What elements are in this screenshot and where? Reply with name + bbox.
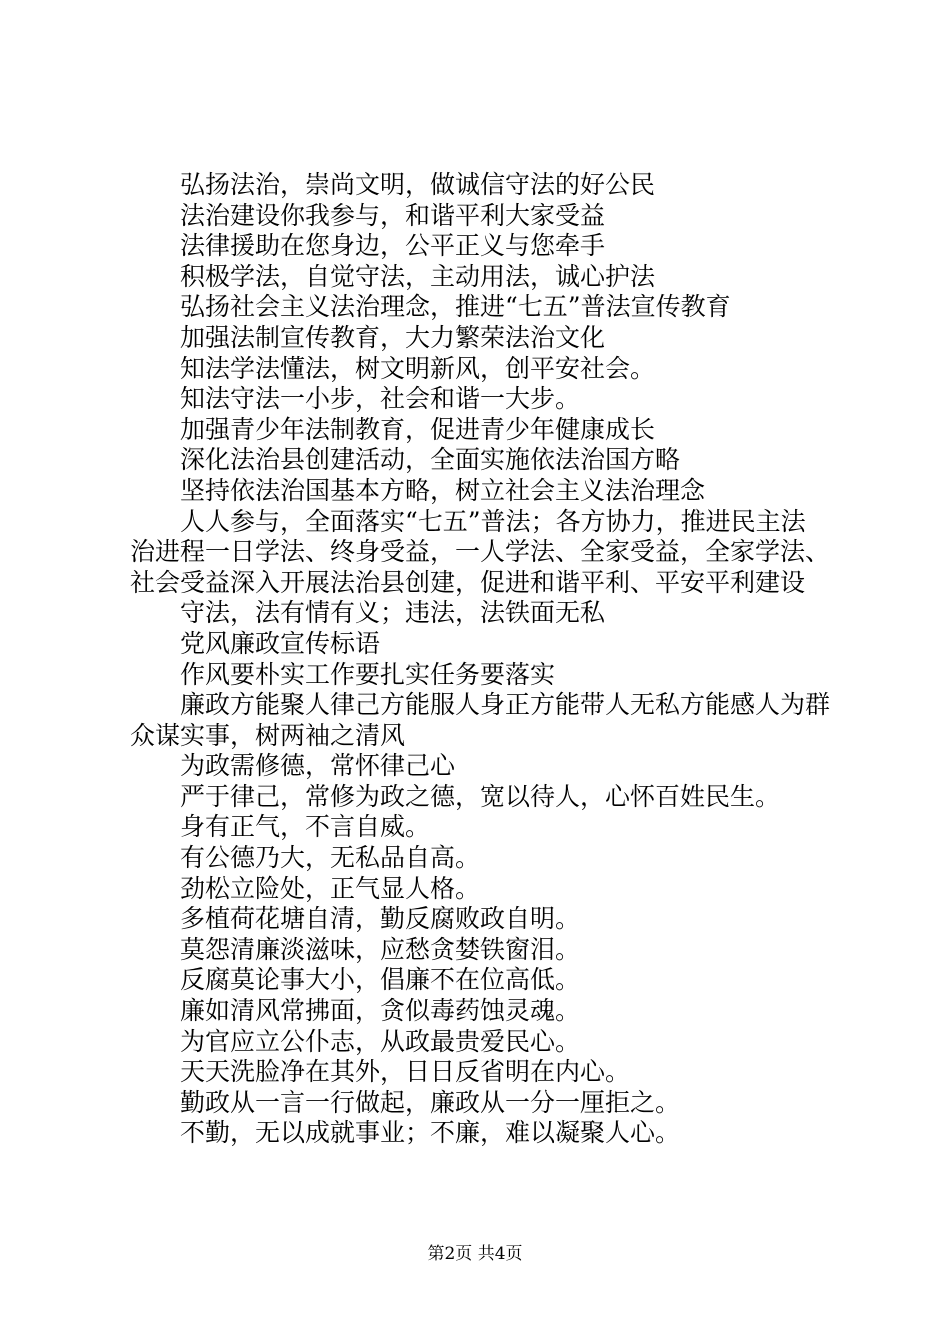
slogan-line: 法治建设你我参与，和谐平利大家受益 — [180, 200, 606, 230]
slogan-line: 弘扬法治，崇尚文明，做诚信守法的好公民 — [180, 170, 656, 199]
slogan-line: 守法，法有情有义；违法，法铁面无私 — [180, 598, 606, 628]
slogan-line: 作风要朴实工作要扎实任务要落实 — [180, 659, 556, 689]
slogan-line: 深化法治县创建活动，全面实施依法治国方略 — [180, 445, 681, 475]
slogan-line: 反腐莫论事大小，倡廉不在位高低。 — [180, 965, 581, 995]
page-number-footer: 第2页 共4页 — [427, 1244, 523, 1264]
slogan-line: 身有正气，不言自威。 — [180, 812, 431, 842]
document-body — [130, 170, 830, 1149]
slogan-line: 严于律己，常修为政之德，宽以待人，心怀百姓民生。 — [180, 781, 781, 811]
slogan-line: 加强青少年法制教育，促进青少年健康成长 — [180, 414, 656, 444]
slogan-line: 为官应立公仆志，从政最贵爱民心。 — [180, 1026, 581, 1056]
slogan-line: 知法守法一小步，社会和谐一大步。 — [180, 384, 581, 414]
slogan-line: 廉如清风常拂面，贪似毒药蚀灵魂。 — [180, 996, 581, 1026]
slogan-line: 加强法制宣传教育，大力繁荣法治文化 — [180, 322, 606, 352]
slogan-line: 法律援助在您身边，公平正义与您牵手 — [180, 231, 606, 261]
section-heading: 党风廉政宣传标语 — [180, 628, 381, 658]
slogan-line: 弘扬社会主义法治理念，推进“七五”普法宣传教育 — [180, 292, 731, 322]
slogan-line: 勤政从一言一行做起，廉政从一分一厘拒之。 — [180, 1087, 681, 1117]
slogan-line: 积极学法，自觉守法，主动用法，诚心护法 — [180, 261, 656, 291]
slogan-paragraph: 人人参与，全面落实“七五”普法；各方协力，推进民主法治进程一日学法、终身受益，一人学法、全家受益，全家学法、社会受益深入开展法治县创建，促进和谐平利、平安平利建设 — [130, 506, 831, 597]
slogan-line: 有公德乃大，无私品自高。 — [180, 843, 481, 873]
slogan-line: 为政需修德，常怀律己心 — [180, 751, 456, 781]
slogan-line: 坚持依法治国基本方略，树立社会主义法治理念 — [180, 475, 706, 505]
slogan-line: 知法学法懂法，树文明新风，创平安社会。 — [180, 353, 656, 383]
slogan-line: 劲松立险处，正气显人格。 — [180, 873, 481, 903]
slogan-line: 莫怨清廉淡滋味，应愁贪婪铁窗泪。 — [180, 934, 581, 964]
slogan-paragraph: 廉政方能聚人律己方能服人身正方能带人无私方能感人为群众谋实事，树两袖之清风 — [130, 690, 831, 750]
slogan-line: 不勤，无以成就事业；不廉，难以凝聚人心。 — [180, 1118, 681, 1148]
slogan-line: 天天洗脸净在其外，日日反省明在内心。 — [180, 1057, 631, 1087]
slogan-line: 多植荷花塘自清，勤反腐败政自明。 — [180, 904, 581, 934]
